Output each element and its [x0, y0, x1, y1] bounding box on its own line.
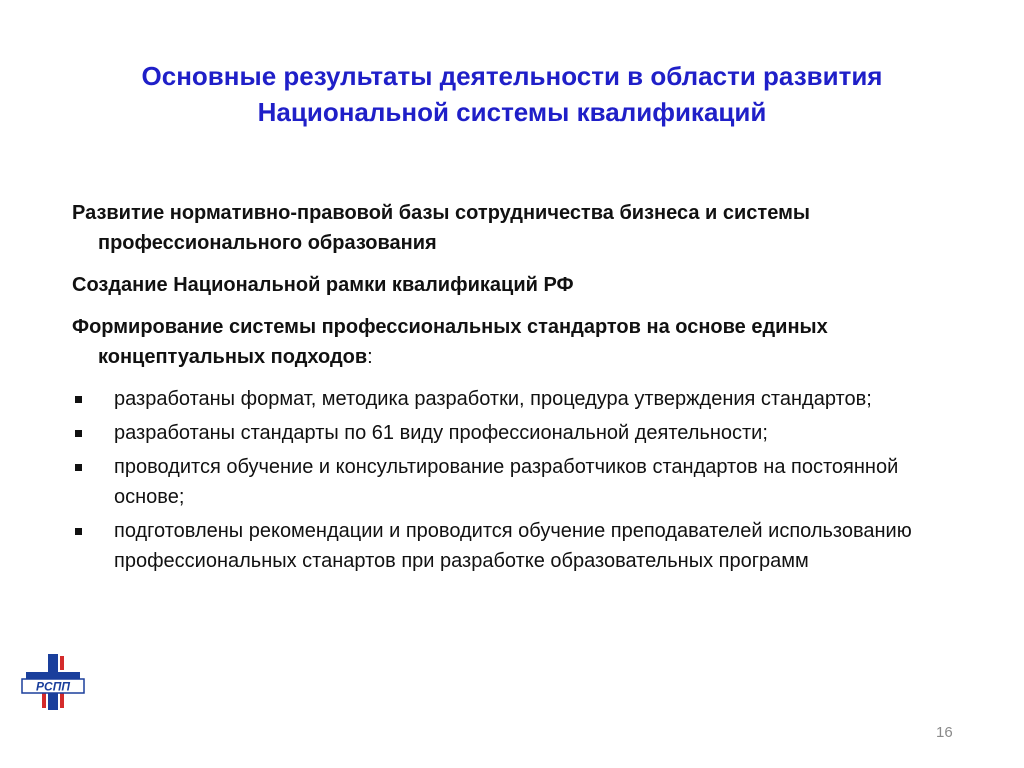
page-number: 16 [936, 724, 953, 741]
paragraph-colon: : [367, 346, 373, 368]
square-bullet-icon [75, 528, 82, 535]
paragraph-text: Формирование системы профессиональных стандартов на основе единых концептуальных подходов [72, 316, 828, 368]
list-item-text: разработаны стандарты по 61 виду профессиональной деятельности; [114, 422, 768, 444]
list-item [72, 516, 972, 576]
list-item-text: подготовлены рекомендации и проводится обучение преподавателей использованию профессиональных станартов при разработке образовательных программ [114, 520, 912, 572]
bullet-list [72, 384, 972, 576]
slide-title-line-1: Основные результаты деятельности в области развития [141, 61, 883, 91]
rspp-logo-icon [18, 648, 88, 718]
list-item-text: проводится обучение и консультирование разработчиков стандартов на постоянной основе; [114, 456, 899, 508]
square-bullet-icon [75, 396, 82, 403]
list-item [72, 418, 972, 448]
paragraph-legal-base [72, 198, 972, 258]
square-bullet-icon [75, 464, 82, 471]
paragraph-text: Создание Национальной рамки квалификаций РФ [72, 274, 574, 296]
slide-body [72, 198, 972, 580]
slide-title-line-2: Национальной системы квалификаций [257, 97, 767, 127]
square-bullet-icon [75, 430, 82, 437]
list-item [72, 452, 972, 512]
list-item-text: разработаны формат, методика разработки, процедура утверждения стандартов; [114, 388, 872, 410]
slide-title [40, 58, 984, 130]
logo-text: РСПП [36, 679, 70, 694]
paragraph-text: Развитие нормативно-правовой базы сотрудничества бизнеса и системы профессионального образования [72, 202, 810, 254]
rspp-logo [18, 648, 88, 718]
paragraph-qualifications-framework [72, 270, 972, 300]
paragraph-professional-standards [72, 312, 972, 372]
list-item [72, 384, 972, 414]
